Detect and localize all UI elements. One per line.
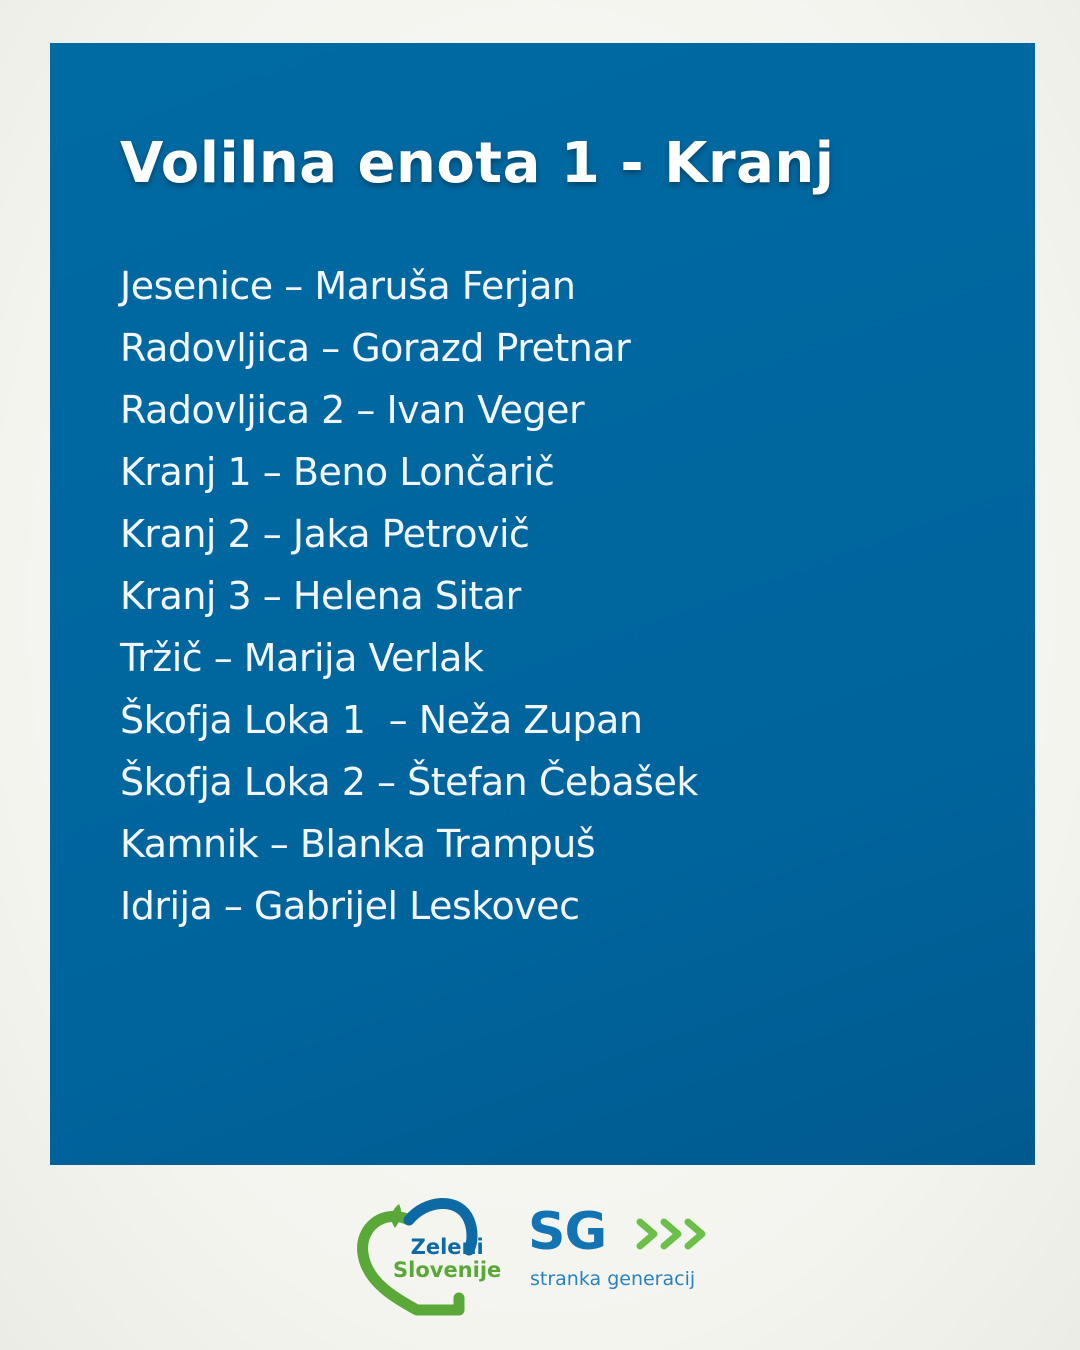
list-item: Jesenice – Maruša Ferjan: [120, 264, 576, 308]
list-item: Škofja Loka 1 – Neža Zupan: [120, 698, 643, 742]
candidate-card: [50, 43, 1035, 1165]
list-item: Idrija – Gabrijel Leskovec: [120, 884, 580, 928]
sg-subtitle: stranka generacij: [530, 1268, 696, 1290]
list-item: Kranj 1 – Beno Lončarič: [120, 450, 555, 494]
candidate-list: [120, 255, 698, 937]
list-item: Škofja Loka 2 – Štefan Čebašek: [120, 760, 698, 804]
card-title: Volilna enota 1 - Kranj: [120, 131, 835, 196]
chevrons-right-icon: [636, 1218, 716, 1250]
list-item: Kamnik – Blanka Trampuš: [120, 822, 596, 866]
list-item: Kranj 2 – Jaka Petrovič: [120, 512, 530, 556]
zeleni-line-2: Slovenije: [393, 1258, 502, 1282]
zeleni-line-1: Zeleni: [410, 1235, 484, 1259]
zeleni-slovenije-logo: [355, 1190, 520, 1318]
list-item: Radovljica 2 – Ivan Veger: [120, 388, 585, 432]
footer-logos: [355, 1190, 735, 1320]
list-item: Tržič – Marija Verlak: [120, 636, 484, 680]
list-item: Kranj 3 – Helena Sitar: [120, 574, 521, 618]
sg-logo: [528, 1202, 728, 1302]
sg-mark: SG: [528, 1202, 607, 1262]
list-item: Radovljica – Gorazd Pretnar: [120, 326, 631, 370]
